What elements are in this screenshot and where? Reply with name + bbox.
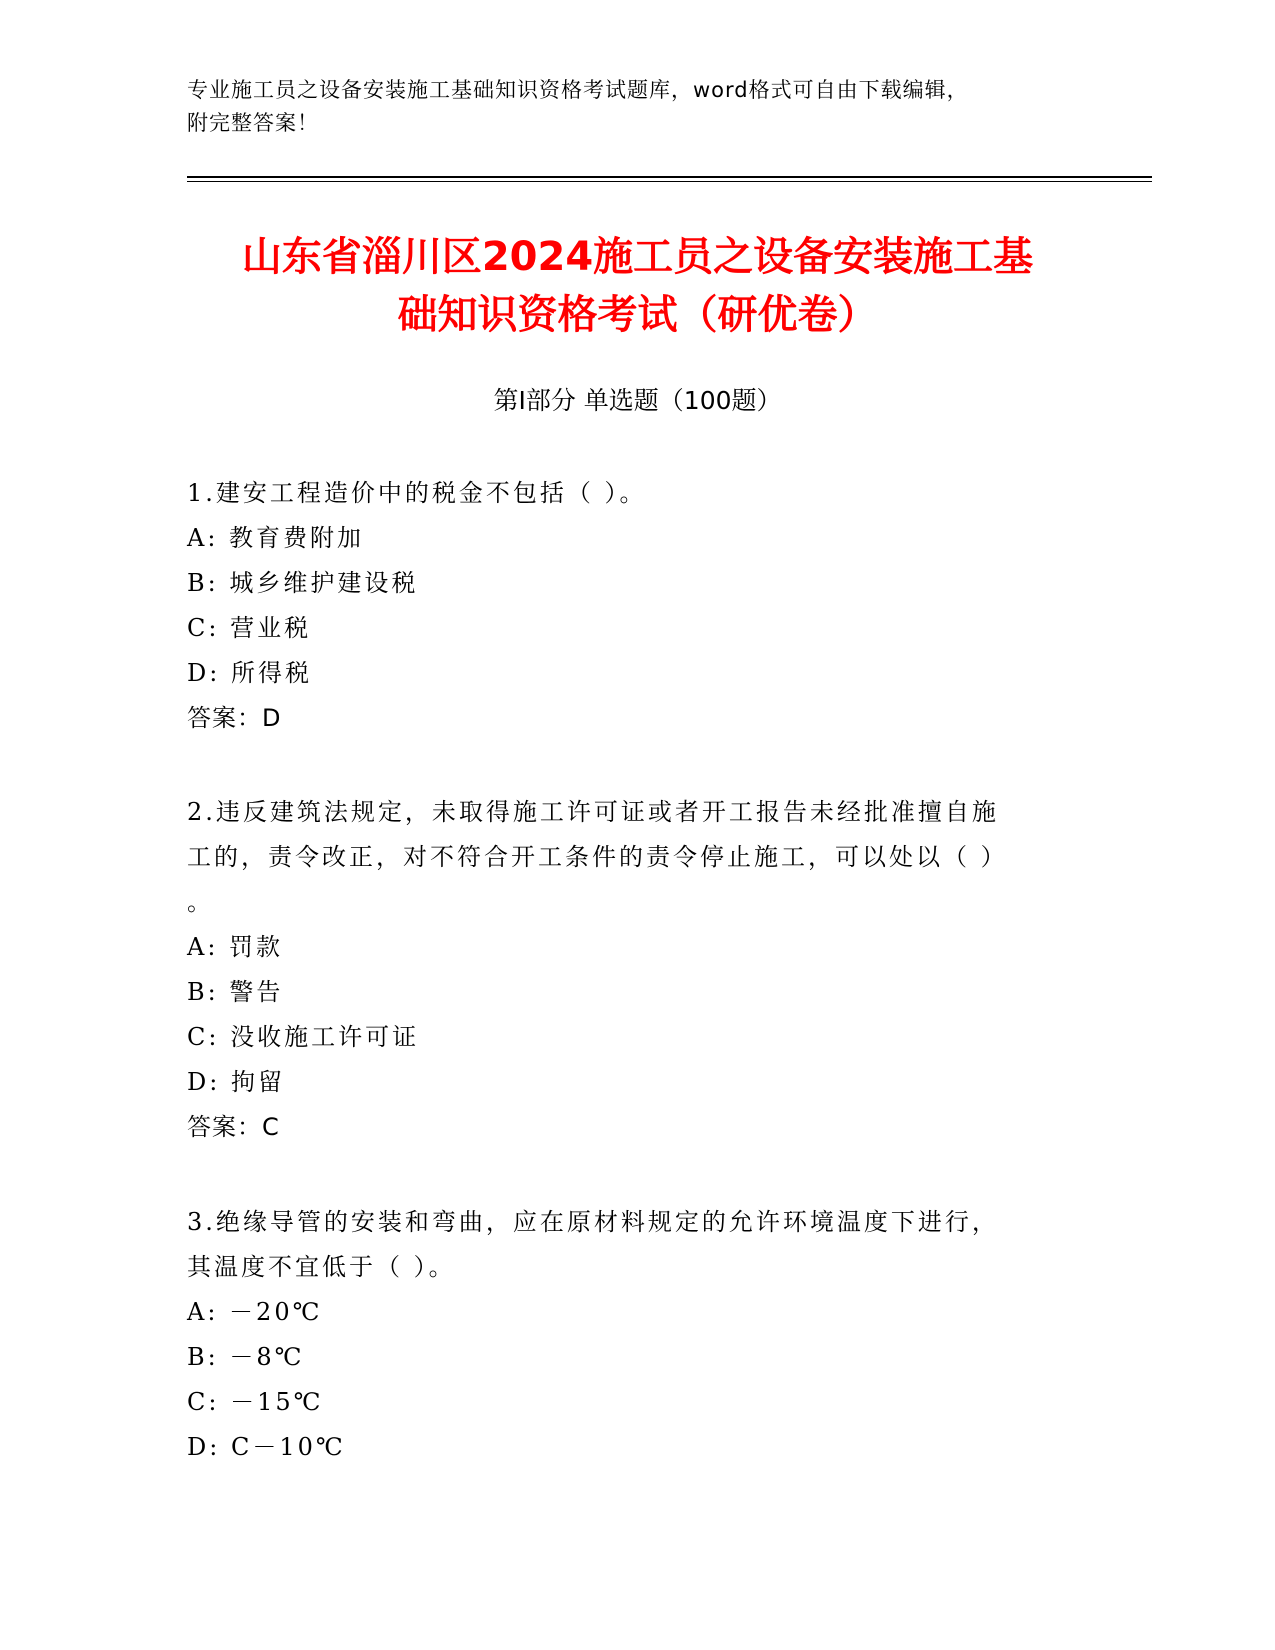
option-b: B: 城乡维护建设税 bbox=[187, 569, 419, 597]
option-a: A: 罚款 bbox=[187, 933, 284, 961]
header-note-line: 专业施工员之设备安装施工基础知识资格考试题库，word格式可自由下载编辑， bbox=[187, 78, 969, 102]
question-stem: 3.绝缘导管的安装和弯曲，应在原材料规定的允许环境温度下进行， bbox=[187, 1208, 999, 1236]
question-stem: 2.违反建筑法规定，未取得施工许可证或者开工报告未经批准擅自施 bbox=[187, 798, 999, 826]
header-divider-thin bbox=[187, 181, 1152, 182]
header-note bbox=[187, 74, 1087, 140]
answer: 答案：C bbox=[187, 1113, 280, 1141]
document-title-line: 山东省淄川区2024施工员之设备安装施工基 bbox=[241, 234, 1034, 280]
option-a: A: 教育费附加 bbox=[187, 524, 365, 552]
header-note-line: 附完整答案！ bbox=[187, 111, 319, 135]
option-c: C: 营业税 bbox=[187, 614, 312, 642]
option-a: A: －20℃ bbox=[187, 1298, 323, 1326]
answer: 答案：D bbox=[187, 704, 282, 732]
question-stem: 工的，责令改正，对不符合开工条件的责令停止施工，可以处以（ ） bbox=[187, 843, 1008, 871]
option-d: D: C－10℃ bbox=[187, 1433, 346, 1461]
document-title bbox=[150, 228, 1125, 344]
question-2 bbox=[187, 790, 1067, 1150]
header-divider-thick bbox=[187, 176, 1152, 178]
option-b: B: －8℃ bbox=[187, 1343, 305, 1371]
option-d: D: 所得税 bbox=[187, 659, 312, 687]
document-title-line: 础知识资格考试（研优卷） bbox=[397, 292, 878, 338]
question-stem: 。 bbox=[187, 888, 214, 916]
question-1 bbox=[187, 471, 1067, 741]
question-stem: 1.建安工程造价中的税金不包括（ ）。 bbox=[187, 479, 647, 507]
option-b: B: 警告 bbox=[187, 978, 284, 1006]
option-d: D: 拘留 bbox=[187, 1068, 285, 1096]
option-c: C: －15℃ bbox=[187, 1388, 324, 1416]
section-heading: 第Ⅰ部分 单选题（100题） bbox=[493, 386, 782, 415]
question-stem: 其温度不宜低于（ ）。 bbox=[187, 1253, 456, 1281]
option-c: C: 没收施工许可证 bbox=[187, 1023, 420, 1051]
question-3 bbox=[187, 1200, 1067, 1470]
